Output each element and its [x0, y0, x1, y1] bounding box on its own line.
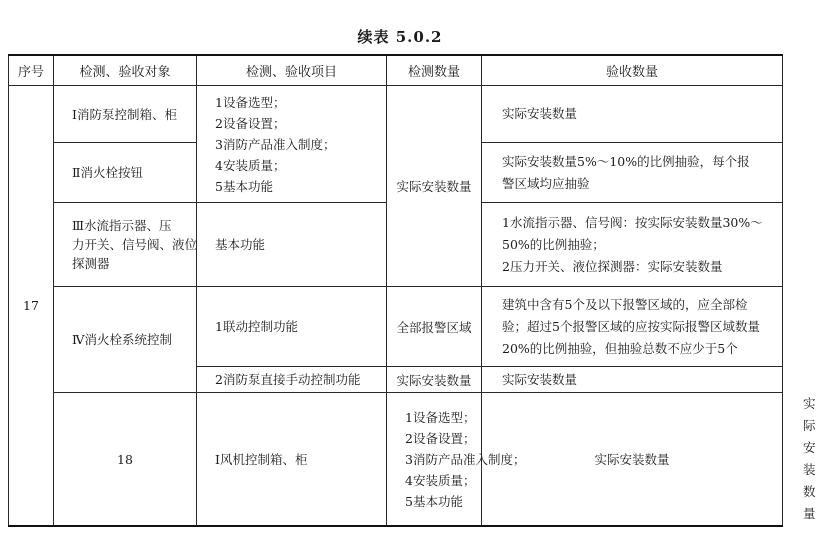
acceptance-line: 验；超过5个报警区域的应按实际报警区域数量 — [502, 318, 760, 334]
acceptance-line: 2压力开关、液位探测器：实际安装数量 — [502, 258, 723, 274]
acceptance-line: 建筑中含有5个及以下报警区域的，应全部检 — [502, 296, 748, 312]
item-line: 1设备选型； — [215, 94, 286, 110]
test-qty-cell: 实际安装数量 — [387, 367, 482, 393]
item-line: 3消防产品准入制度； — [405, 451, 526, 467]
header-cell-test-qty: 检测数量 — [387, 55, 482, 86]
acceptance-cell: 实际安装数量 — [482, 86, 783, 143]
acceptance-line: 20%的比例抽验，但抽验总数不应少于5个 — [502, 340, 738, 356]
item-line: 5基本功能 — [405, 493, 463, 509]
header-cell-object: 检测、验收对象 — [54, 55, 197, 86]
header-cell-item: 检测、验收项目 — [197, 55, 387, 86]
header-cell-acceptance-qty: 验收数量 — [482, 55, 783, 86]
object-line: Ⅲ水流指示器、压 — [72, 218, 172, 233]
object-cell: Ⅱ消火栓按钮 — [54, 143, 197, 203]
object-cell: Ⅰ消防泵控制箱、柜 — [54, 86, 197, 143]
item-line: 2设备设置； — [405, 430, 476, 446]
inspection-table — [8, 54, 816, 527]
acceptance-line: 实际安装数量5%～10%的比例抽验，每个报 — [502, 153, 750, 169]
test-qty-cell: 全部报警区域 — [387, 287, 482, 367]
item-line: 2设备设置； — [215, 115, 286, 131]
item-line: 5基本功能 — [215, 178, 273, 194]
acceptance-line: 50%的比例抽验； — [502, 236, 605, 252]
object-cell: Ⅰ风机控制箱、柜 — [197, 393, 387, 527]
acceptance-cell — [482, 203, 783, 287]
acceptance-line: 1水流指示器、信号阀：按实际安装数量30%～ — [502, 214, 763, 230]
header-cell-no: 序号 — [9, 55, 54, 86]
acceptance-cell — [482, 287, 783, 367]
table-title: 续表 5.0.2 — [357, 28, 443, 46]
test-qty-cell: 实际安装数量 — [387, 86, 482, 287]
table-row: 18 Ⅰ风机控制箱、柜 1设备选型； 2设备设置； 3消防产品准入制度； 4安装质量； 5基本功能 实际安装数量 实际安装数量 — [9, 393, 783, 527]
item-line: 4安装质量； — [405, 472, 476, 488]
test-qty-cell: 实际安装数量 — [482, 393, 783, 527]
table-header-row — [9, 55, 783, 86]
item-list-cell — [197, 86, 387, 203]
table-row — [9, 86, 783, 143]
acceptance-cell — [482, 143, 783, 203]
object-cell — [54, 203, 197, 287]
object-cell: Ⅳ消火栓系统控制 — [54, 287, 197, 393]
item-cell: 1联动控制功能 — [197, 287, 387, 367]
row-number: 18 — [54, 393, 197, 527]
table-row — [9, 287, 783, 367]
item-line: 3消防产品准入制度； — [215, 136, 336, 152]
item-line: 1设备选型； — [405, 409, 476, 425]
acceptance-line: 警区域均应抽验 — [502, 175, 590, 191]
row-number: 17 — [9, 86, 54, 527]
item-cell: 2消防泵直接手动控制功能 — [197, 367, 387, 393]
item-list-cell — [387, 393, 526, 527]
item-cell: 基本功能 — [197, 203, 387, 287]
item-line: 4安装质量； — [215, 157, 286, 173]
object-line: 力开关、信号阀、液位 — [72, 237, 198, 252]
acceptance-cell: 实际安装数量 — [482, 367, 783, 393]
object-line: 探测器 — [72, 256, 110, 271]
